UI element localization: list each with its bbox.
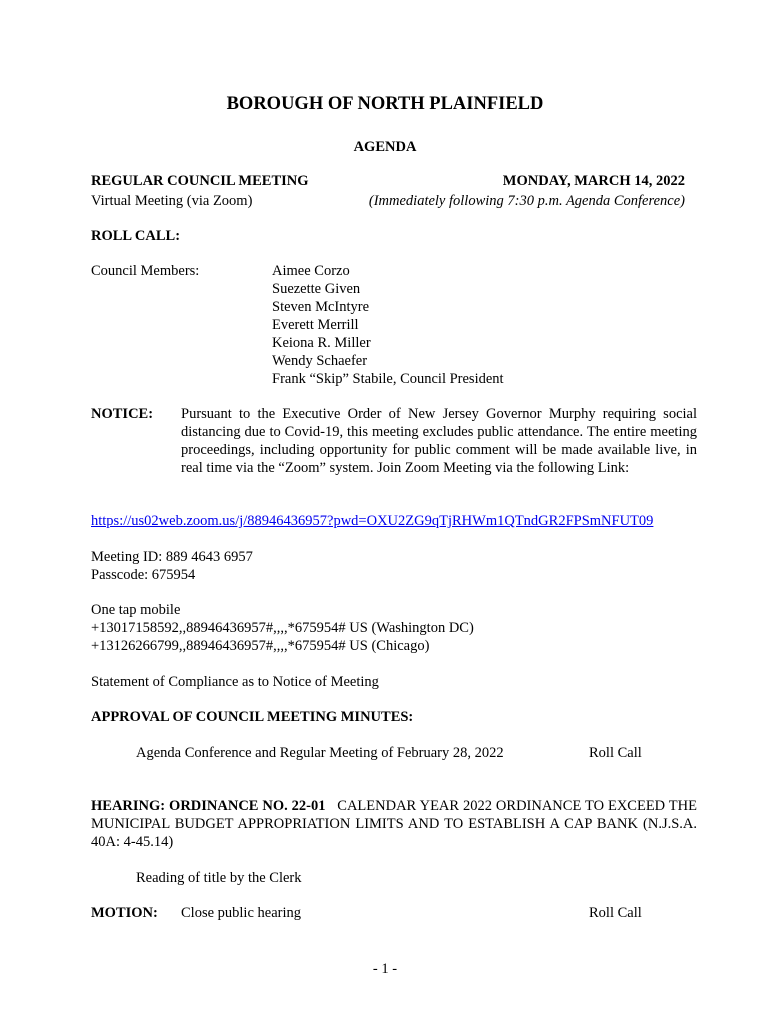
one-tap-label: One tap mobile bbox=[91, 602, 181, 618]
roll-call-heading: ROLL CALL: bbox=[91, 228, 181, 244]
minutes-item: Agenda Conference and Regular Meeting of February 28, 2022 bbox=[136, 745, 504, 761]
one-tap-washington: +13017158592,,88946436957#,,,,*675954# US (Washington DC) bbox=[91, 620, 474, 636]
compliance-statement: Statement of Compliance as to Notice of Meeting bbox=[91, 674, 379, 690]
hearing-label: HEARING: ORDINANCE NO. 22-01 bbox=[91, 798, 326, 814]
motion-label: MOTION: bbox=[91, 905, 158, 921]
one-tap-chicago: +13126266799,,88946436957#,,,,*675954# US (Chicago) bbox=[91, 638, 430, 654]
page-number: - 1 - bbox=[372, 961, 398, 977]
zoom-meeting-link[interactable]: https://us02web.zoom.us/j/88946436957?pwd=OXU2ZG9qTjRHWm1QTndGR2FPSmNFUT09 bbox=[91, 513, 654, 529]
agenda-heading: AGENDA bbox=[353, 139, 417, 155]
council-member: Wendy Schaefer bbox=[272, 353, 368, 369]
hearing-paragraph bbox=[91, 797, 697, 851]
hearing-title: CALENDAR YEAR 2022 ORDINANCE TO EXCEED THE MUNICIPAL BUDGET APPROPRIATION LIMITS AND TO ESTABLISH A CAP BANK (N.J.S.A. 40A: 4-45.14) bbox=[91, 798, 697, 850]
council-member-list bbox=[272, 262, 504, 388]
council-member: Frank “Skip” Stabile, Council President bbox=[272, 371, 504, 387]
borough-title: BOROUGH OF NORTH PLAINFIELD bbox=[226, 94, 544, 114]
meeting-date: MONDAY, MARCH 14, 2022 bbox=[502, 173, 685, 189]
zoom-meeting-id: Meeting ID: 889 4643 6957 bbox=[91, 549, 253, 565]
council-member: Aimee Corzo bbox=[272, 263, 350, 279]
minutes-heading: APPROVAL OF COUNCIL MEETING MINUTES: bbox=[91, 709, 414, 725]
council-member: Everett Merrill bbox=[272, 317, 359, 333]
council-member: Suezette Given bbox=[272, 281, 361, 297]
council-members-label: Council Members: bbox=[91, 263, 200, 279]
meeting-timing: (Immediately following 7:30 p.m. Agenda Conference) bbox=[368, 193, 685, 209]
council-member: Keiona R. Miller bbox=[272, 335, 371, 351]
meeting-type: REGULAR COUNCIL MEETING bbox=[91, 173, 309, 189]
council-member: Steven McIntyre bbox=[272, 299, 370, 315]
meeting-venue: Virtual Meeting (via Zoom) bbox=[91, 193, 253, 209]
minutes-vote: Roll Call bbox=[589, 745, 642, 761]
notice-text: Pursuant to the Executive Order of New Jersey Governor Murphy requiring social distancing due to Covid-19, this meeting excludes public attendance. The entire meeting proceedings, including opportunity for public comment will be made available live, in real time via the “Zoom” system. Join Zoom Meeting via the following Link: bbox=[181, 406, 697, 476]
notice-label: NOTICE: bbox=[91, 406, 154, 422]
motion-vote: Roll Call bbox=[589, 905, 642, 921]
zoom-passcode: Passcode: 675954 bbox=[91, 567, 196, 583]
motion-text: Close public hearing bbox=[181, 905, 302, 921]
hearing-reading: Reading of title by the Clerk bbox=[136, 870, 302, 886]
